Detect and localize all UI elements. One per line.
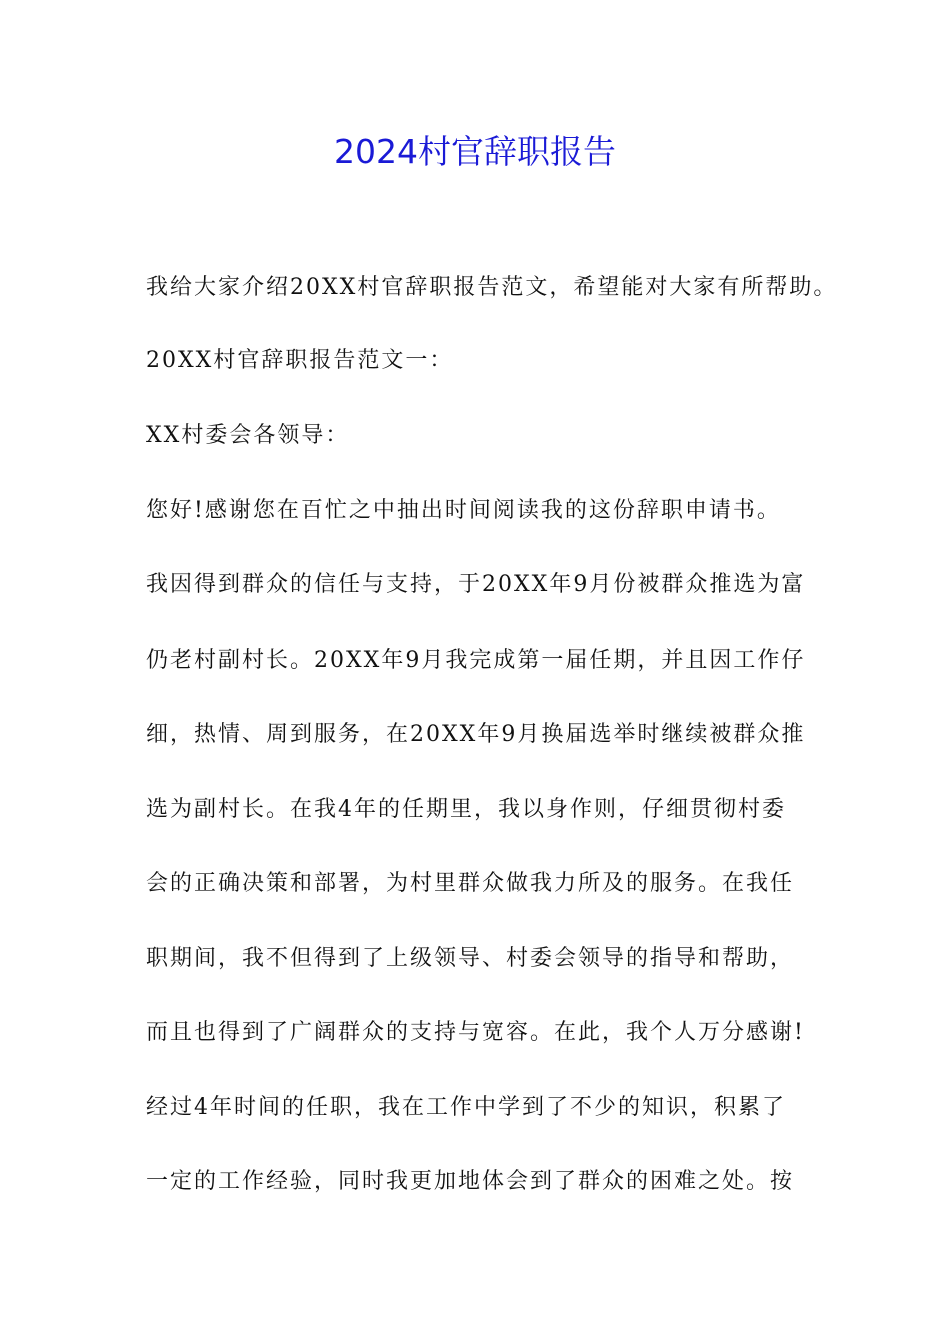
body-line-5: 我因得到群众的信任与支持，于20XX年9月份被群众推选为富 xyxy=(146,572,806,597)
body-line-8: 选为副村长。在我4年的任期里，我以身作则，仔细贯彻村委 xyxy=(146,797,786,822)
body-line-9: 会的正确决策和部署，为村里群众做我力所及的服务。在我任 xyxy=(146,871,795,896)
body-line-6: 仍老村副村长。20XX年9月我完成第一届任期，并且因工作仔 xyxy=(146,648,806,673)
body-line-2: 20XX村官辞职报告范文一： xyxy=(146,348,454,373)
body-line-7: 细，热情、周到服务，在20XX年9月换届选举时继续被群众推 xyxy=(146,722,806,747)
body-line-11: 而且也得到了广阔群众的支持与宽容。在此，我个人万分感谢! xyxy=(146,1020,805,1045)
body-line-3: XX村委会各领导： xyxy=(146,423,350,448)
body-line-12: 经过4年时间的任职，我在工作中学到了不少的知识，积累了 xyxy=(146,1095,786,1120)
body-line-4: 您好!感谢您在百忙之中抽出时间阅读我的这份辞职申请书。 xyxy=(146,498,781,523)
body-line-13: 一定的工作经验，同时我更加地体会到了群众的困难之处。按 xyxy=(146,1169,795,1194)
body-line-10: 职期间，我不但得到了上级领导、村委会领导的指导和帮助， xyxy=(146,946,795,971)
document-title: 2024村官辞职报告 xyxy=(334,132,616,171)
body-line-1: 我给大家介绍20XX村官辞职报告范文，希望能对大家有所帮助。 xyxy=(146,275,838,300)
